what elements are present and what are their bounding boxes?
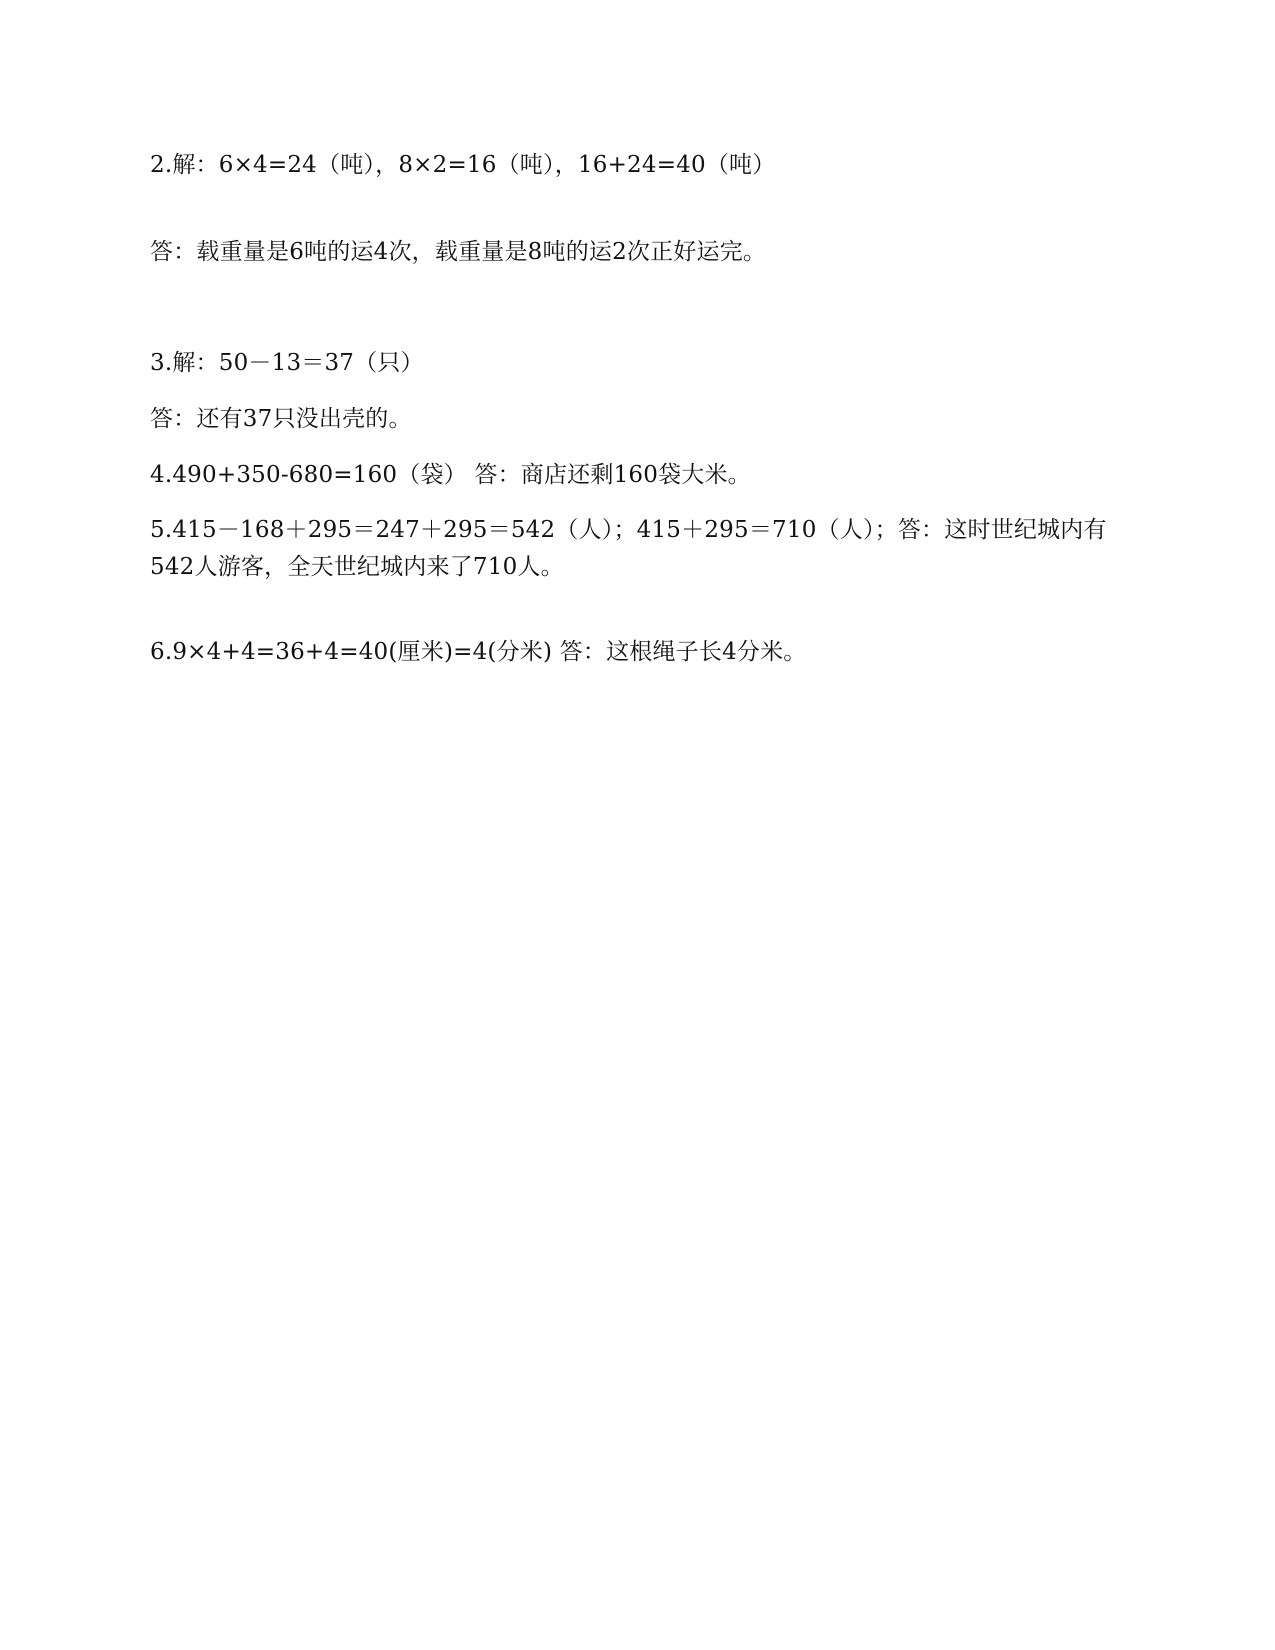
q2-answer-text: 答：载重量是6吨的运4次，载重量是8吨的运2次正好运完。 xyxy=(150,239,767,265)
q5-text-line-2: 542人游客，全天世纪城内来了710人。 xyxy=(150,554,564,580)
q2-solution-text: 2.解：6×4=24（吨），8×2=16（吨），16+24=40（吨） xyxy=(150,152,776,178)
q5-text-line-1: 5.415－168＋295＝247＋295＝542（人）；415＋295＝710（人）；答：这时世纪城内有 xyxy=(150,517,1107,543)
q3-solution-text: 3.解：50－13＝37（只） xyxy=(150,350,424,376)
q3-answer-text: 答：还有37只没出壳的。 xyxy=(150,406,412,432)
q6-text: 6.9×4+4=36+4=40(厘米)=4(分米) 答：这根绳子长4分米。 xyxy=(150,639,807,665)
q4-text: 4.490+350-680=160（袋） 答：商店还剩160袋大米。 xyxy=(150,462,751,488)
